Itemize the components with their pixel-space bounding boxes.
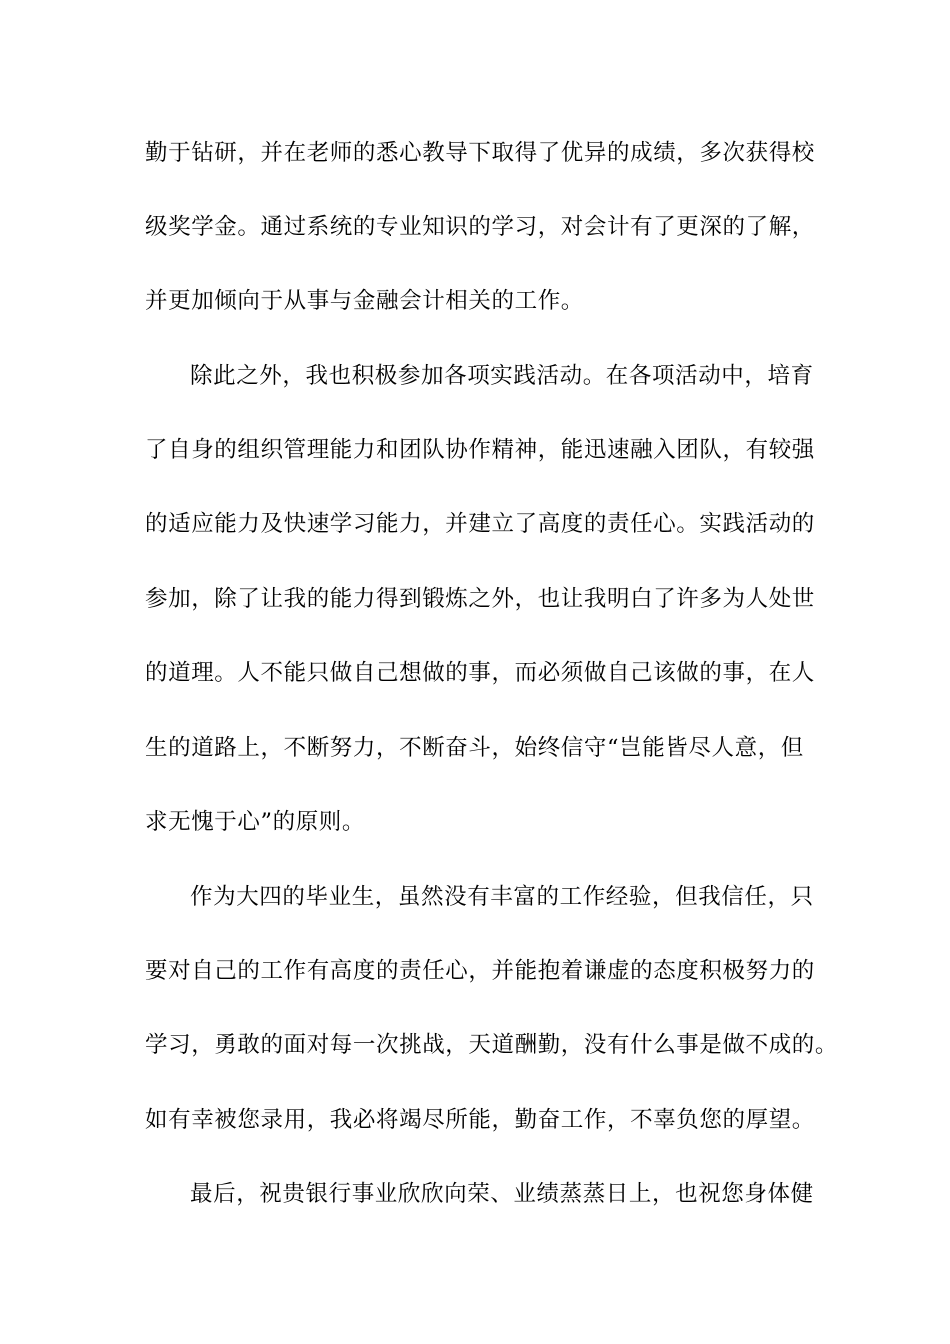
text-line: 参加，除了让我的能力得到锻炼之外，也让我明白了许多为人处世: [145, 586, 815, 612]
text-line: 的适应能力及快速学习能力，并建立了高度的责任心。实践活动的: [145, 511, 815, 537]
text-line: 了自身的组织管理能力和团队协作精神，能迅速融入团队，有较强: [145, 437, 815, 463]
text-line: 要对自己的工作有高度的责任心，并能抱着谦虚的态度积极努力的: [145, 958, 815, 984]
text-line: 求无愧于心”的原则。: [145, 809, 366, 835]
paragraph-start-line: 最后，祝贵银行事业欣欣向荣、业绩蒸蒸日上，也祝您身体健: [190, 1181, 814, 1207]
text-line: 勤于钻研，并在老师的悉心教导下取得了优异的成绩，多次获得校: [145, 140, 815, 166]
text-line: 并更加倾向于从事与金融会计相关的工作。: [145, 288, 584, 314]
text-line: 级奖学金。通过系统的专业知识的学习，对会计有了更深的了解，: [145, 214, 815, 240]
text-line: 生的道路上，不断努力，不断奋斗，始终信守“岂能皆尽人意，但: [145, 735, 804, 761]
text-line: 如有幸被您录用，我必将竭尽所能，勤奋工作，不辜负您的厚望。: [145, 1107, 815, 1133]
text-line: 学习，勇敢的面对每一次挑战，天道酬勤，没有什么事是做不成的。: [145, 1032, 839, 1058]
paragraph-start-line: 作为大四的毕业生，虽然没有丰富的工作经验，但我信任，只: [190, 884, 814, 910]
text-line: 的道理。人不能只做自己想做的事，而必须做自己该做的事，在人: [145, 660, 815, 686]
paragraph-start-line: 除此之外，我也积极参加各项实践活动。在各项活动中，培育: [190, 363, 814, 389]
